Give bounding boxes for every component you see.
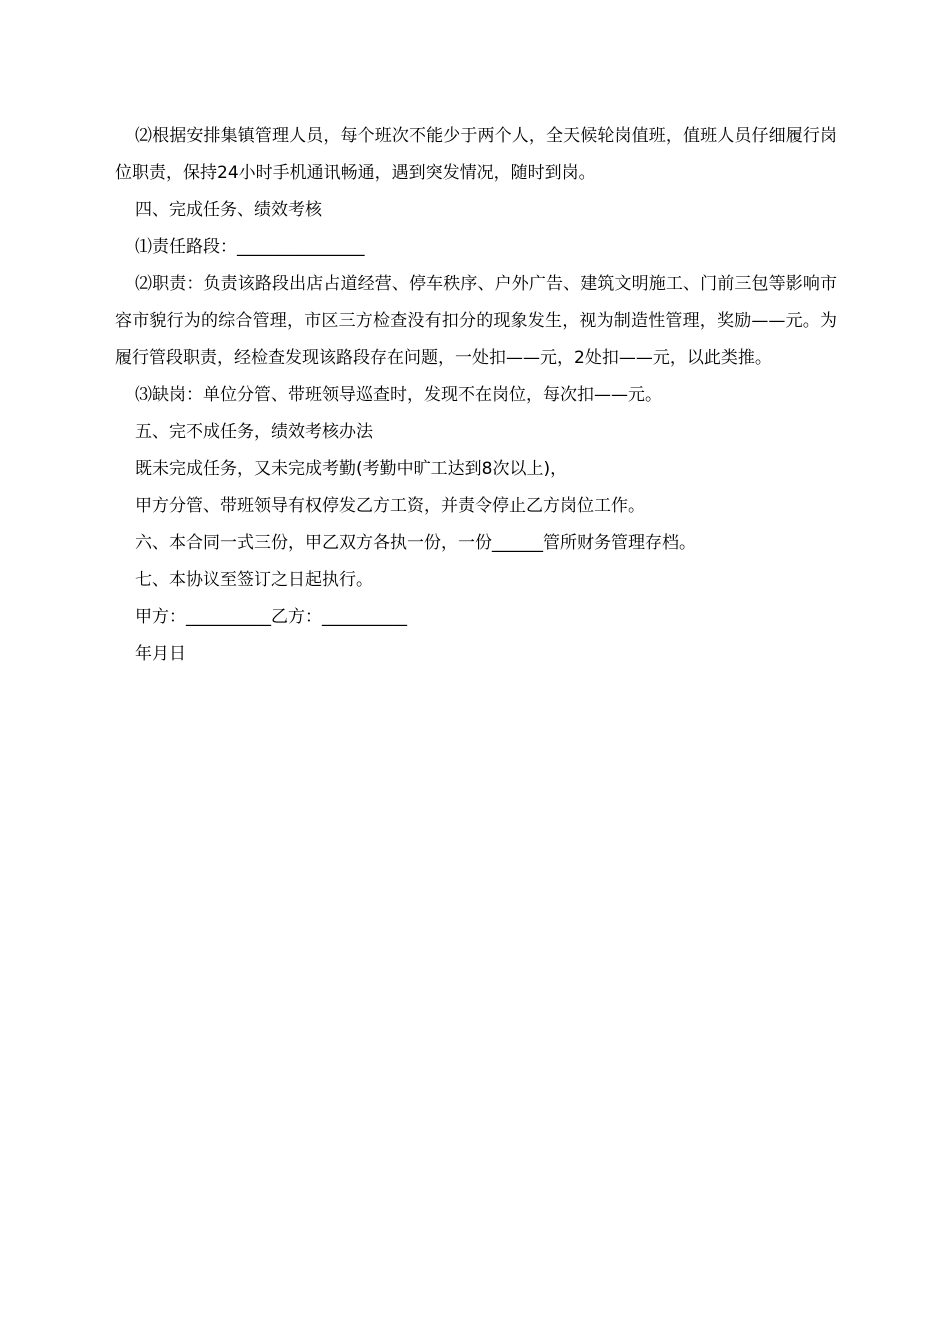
paragraph-duty-schedule: ⑵根据安排集镇管理人员，每个班次不能少于两个人，全天候轮岗值班，值班人员仔细履行岗位职责，保持24小时手机通讯畅通，遇到突发情况，随时到岗。 [115,126,837,183]
paragraph-uncompleted: 既未完成任务，又未完成考勤(考勤中旷工达到8次以上)， [135,459,568,479]
paragraph-absence: ⑶缺岗：单位分管、带班领导巡查时，发现不在岗位，每次扣——元。 [135,385,662,405]
signature-line: 甲方：__________乙方：__________ [135,607,407,627]
paragraph-penalty: 甲方分管、带班领导有权停发乙方工资，并责令停止乙方岗位工作。 [135,496,645,516]
document-body [115,118,837,673]
paragraph-duties: ⑵职责：负责该路段出店占道经营、停车秩序、户外广告、建筑文明施工、门前三包等影响市容市貌行为的综合管理，市区三方检查没有扣分的现象发生，视为制造性管理，奖励——元。为履行管段职责，经检查发现该路段存在问题，一处扣——元，2处扣——元，以此类推。 [115,274,837,368]
date-line: 年月日 [135,644,186,664]
section-heading-4: 四、完成任务、绩效考核 [135,200,322,220]
section-heading-5: 五、完不成任务，绩效考核办法 [135,422,373,442]
section-heading-7: 七、本协议至签订之日起执行。 [135,570,373,590]
paragraph-responsible-section: ⑴责任路段：_______________ [135,237,365,257]
section-heading-6: 六、本合同一式三份，甲乙双方各执一份，一份______管所财务管理存档。 [135,533,696,553]
